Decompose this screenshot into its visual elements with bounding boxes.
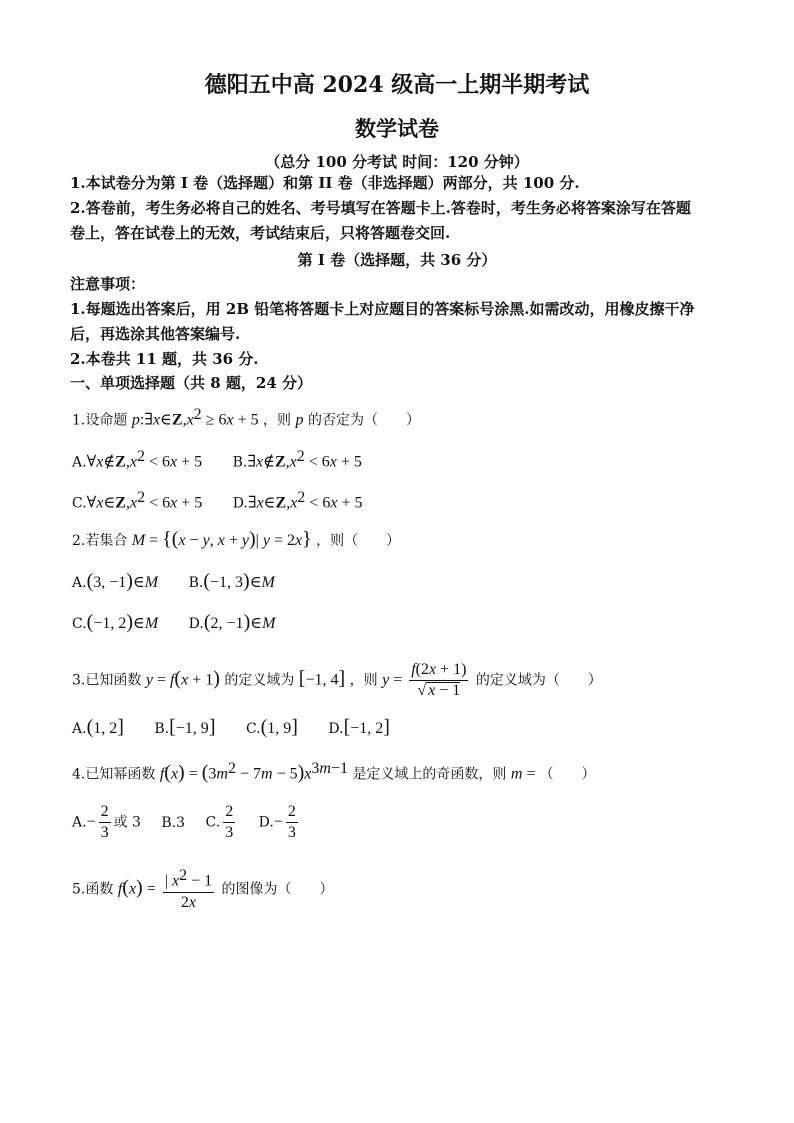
q2-option-a: A.(3, −1)∈M [72,570,159,592]
exam-subject: 数学试卷 [355,116,439,141]
part1-heading: 第 I 卷（选择题，共 36 分） [297,251,497,269]
q3-option-a: A.(1, 2] [72,716,124,738]
intro-item-2-line-1: 2.答卷前，考生务必将自己的姓名、考号填写在答题卡上.答卷时，考生务必将答案涂写在答题 [70,199,691,217]
question-1-options-row-2 [72,487,388,515]
note-2: 2.本卷共 11 题，共 36 分. [70,350,259,368]
exam-info: （总分 100 分考试 时间：120 分钟） [265,153,529,171]
exam-title: 德阳五中高 2024 级高一上期半期考试 [204,72,590,98]
q2-option-b: B.(−1, 3)∈M [188,570,275,592]
q2-option-c: C.(−1, 2)∈M [72,611,159,633]
question-1: 1.设命题 $p:\exists x\in Z,x^2 \ge 6x + 5$ ，则 p 的否定为（ ） [72,406,420,429]
intro-item-2-line-2: 卷上，答在试卷上的无效，考试结束后，只将答题卷交回. [70,224,451,242]
q1-option-c: $C.\forall x\in Z,x^2 < 6x + 5$ [72,489,203,512]
note-1-line-2: 后，再选涂其他答案编号. [70,325,241,343]
note-1-line-1: 1.每题选出答案后，用 2B 铅笔将答题卡上对应题目的答案标号涂黑.如需改动，用橡皮擦干净 [70,300,695,318]
q1-option-a: $A.\forall x\notin Z,x^2 < 6x + 5$ [72,448,203,471]
section-title: 一、单项选择题（共 8 题，24 分） [70,374,312,392]
q3-fraction: $\frac{f(2x + 1)}{√ x - 1}$ [411,661,467,699]
question-4-options [72,802,327,843]
q2-option-d: D.(2, −1)∈M [188,611,276,633]
q5-fraction: $\frac{| x^2 - 1}{2x}$ [164,867,213,911]
question-3-options [72,716,416,740]
q3-option-b: B.[−1, 9] [154,716,216,738]
q4-option-a: A.− $\frac{2}{3}$ 或 3 [72,803,141,841]
q4-option-b: B.3 [161,814,186,831]
q1-option-d: $D.\exists x\in Z,x^2 < 6x + 5$ [232,489,363,512]
q4-option-d: D.− $\frac{2}{3}$ [258,803,296,841]
question-2-options-row-2 [72,611,301,635]
notes-title: 注意事项： [70,275,146,293]
question-4: 4.已知幂函数 $f(x) = (3m^2 - 7m - 5)x^{3m-1}$ 是定义域上的奇函数，则 m = （ ） [72,760,596,784]
q1-option-b: $B.\exists x\notin Z,x^2 < 6x + 5$ [232,448,362,471]
question-5: 5.函数 f(x) = $\frac{| x^2 - 1}{2x}$ 的图像为（ ） [72,867,334,911]
question-2: 2.若集合 M = {(x − y, x + y)| y = 2x} ，则（ ） [72,528,401,550]
q3-option-d: D.[−1, 2] [328,716,390,738]
q3-option-c: C.(1, 9] [245,716,298,738]
question-2-options-row-1 [72,570,301,594]
q4-option-c: C. $\frac{2}{3}$ [205,803,234,841]
question-3: 3.已知函数 y = f(x + 1) 的定义域为 [−1, 4] ，则 y = $\frac{f(2x + 1)}{√ x - 1}$ 的定义域为（ ） [72,661,602,699]
question-1-options-row-1 [72,446,388,474]
intro-item-1: 1.本试卷分为第 I 卷（选择题）和第 II 卷（非选择题）两部分，共 100 分. [70,174,580,192]
